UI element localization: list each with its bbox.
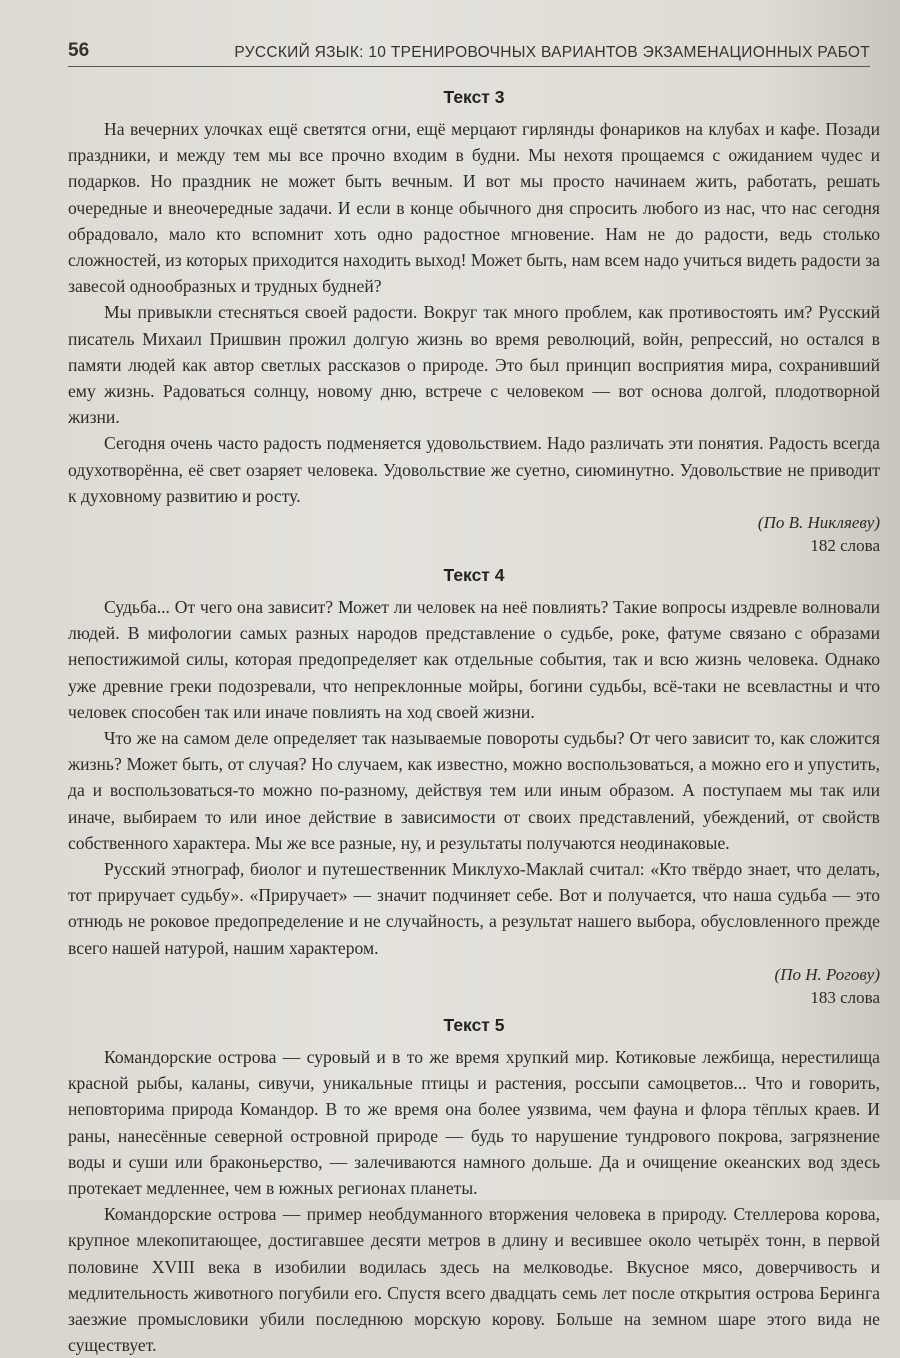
text-section-4 <box>68 565 880 1009</box>
book-title: РУССКИЙ ЯЗЫК: 10 ТРЕНИРОВОЧНЫХ ВАРИАНТОВ ЭКЗАМЕНАЦИОННЫХ РАБОТ <box>234 44 870 61</box>
paragraph: Что же на самом деле определяет так называемые повороты судьбы? От чего зависит то, как сложится жизнь? Может быть, от случая? Но случаем, как известно, можно воспользоваться, а можно его и упустить, да и воспользоваться-то можно по-разному, действуя тем или иным образом. А поступаем мы так или иначе, выбираем то или иное действие в зависимости от своих представлений, убеждений, от свойств собственного характера. Мы же все разные, ну, и результаты получаются неодинаковые. <box>68 728 880 853</box>
section-title: Текст 5 <box>443 1014 505 1035</box>
section-title: Текст 3 <box>443 87 505 107</box>
page-number: 56 <box>68 40 90 61</box>
paragraph: Сегодня очень часто радость подменяется удовольствием. Надо различать эти понятия. Радость всегда одухотворённа, её свет озаряет человека. Удовольствие же суетно, сиюминутно. Удовольствие не приводит к духовному развитию и росту. <box>68 433 880 506</box>
paragraph: Командорские острова — суровый и в то же время хрупкий мир. Котиковые лежбища, нерестилища красной рыбы, каланы, сивучи, уникальные птицы и растения, россыпи самоцветов... Что и говорить, неповторима природа Командор. В то же время она более уязвима, чем фауна и флора тёплых краев. И раны, нанесённые северной островной природе — будь то нарушение тундрового покрова, загрязнение воды и суши или браконьерство, — залечиваются намного дольше. Да и очищение океанских вод здесь протекает медленнее, чем в южных регионах планеты. <box>68 1046 880 1198</box>
text-section-3 <box>68 87 880 557</box>
paragraph: На вечерних улочках ещё светятся огни, ещё мерцают гирлянды фонариков на клубах и кафе. Позади праздники, и между тем мы все прочно входим в будни. Мы нехотя прощаемся с ожиданием чудес и подарков. Но праздник не может быть вечным. И вот мы просто начинаем жить, работать, решать очередные и внеочередные задачи. И если в конце обычного дня спросить любого из нас, что нас сегодня обрадовало, мало кто вспомнит хоть одно радостное мгновение. Нам не до радости, ведь столько сложностей, из которых приходится находить выход! Может быть, нам всем надо учиться видеть радости за завесой однообразных и трудных будней? <box>68 119 880 297</box>
text-section-5 <box>68 1015 880 1358</box>
paragraph: Командорские острова — пример необдуманного вторжения человека в природу. Стеллерова корова, крупное млекопитающее, достигавшее десяти метров в длину и весившее около четырёх тонн, в первой половине XVIII века в изобилии водилась здесь на мелководье. Вкусное мясо, доверчивость и медлительность животного погубили его. Спустя всего двадцать семь лет после открытия острова Беринга заезжие промысловики убили последнюю морскую корову. Больше на земном шаре этого вида не существует. <box>68 1204 880 1356</box>
word-count: 182 слова <box>810 536 880 556</box>
paragraph: Судьба... От чего она зависит? Может ли человек на неё повлиять? Такие вопросы издревле волновали людей. В мифологии самых разных народов представление о судьбе, роке, фатуме связано с образами непостижимой силы, которая предопределяет как отдельные события, так и всю жизнь человека. Однако уже древние греки подозревали, что непреклонные мойры, богини судьбы, всё-таки не всевластны и что человек способен так или иначе повлиять на ход своей жизни. <box>68 597 880 722</box>
running-header <box>68 40 870 67</box>
section-title: Текст 4 <box>443 565 505 586</box>
source-attribution: (По Н. Рогову) <box>774 964 880 984</box>
source-attribution: (По В. Никляеву) <box>757 513 880 533</box>
paragraph: Русский этнограф, биолог и путешественник Миклухо-Маклай считал: «Кто твёрдо знает, что делать, тот приручает судьбу». «Приручает» — значит подчиняет себе. Вот и получается, что наша судьба — это отнюдь не роковое предопределение и не случайность, а результат нашего выбора, обусловленного прежде всего нашей натурой, нашим характером. <box>68 859 880 958</box>
word-count: 183 слова <box>810 987 880 1007</box>
paragraph: Мы привыкли стесняться своей радости. Вокруг так много проблем, как противостоять им? Русский писатель Михаил Пришвин прожил долгую жизнь во время революций, войн, репрессий, но остался в памяти людей как автор светлых рассказов о природе. Это был принцип восприятия мира, сохранивший ему жизнь. Радоваться солнцу, новому дню, встрече с человеком — вот основа долгой, плодотворной жизни. <box>68 302 880 428</box>
